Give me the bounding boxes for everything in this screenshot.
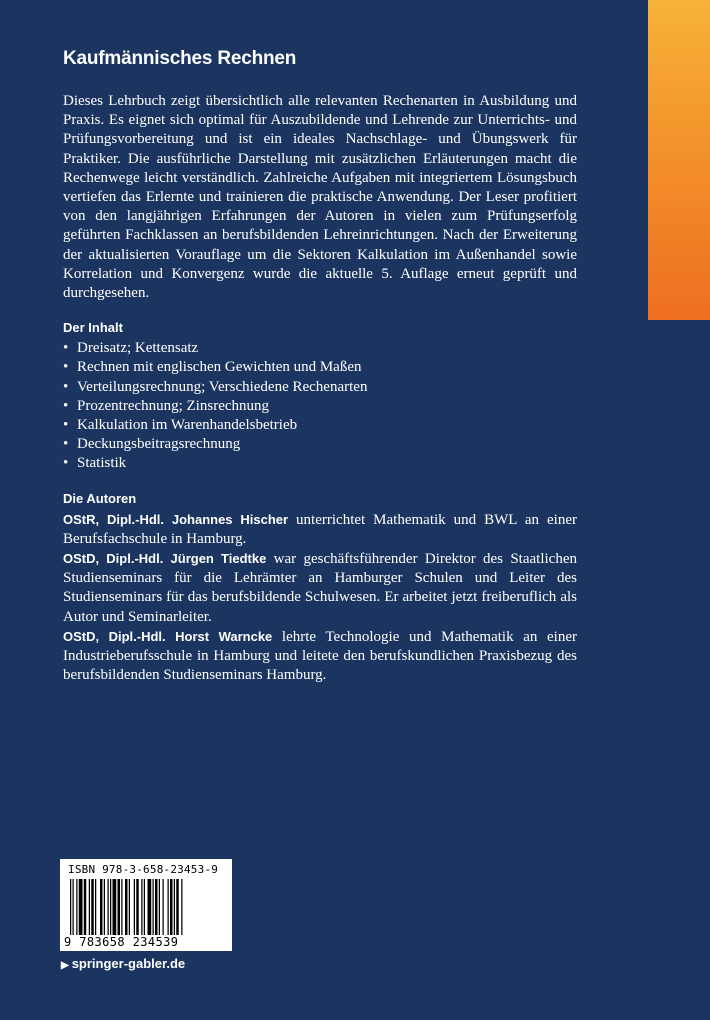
publisher-url: springer-gabler.de [71,956,186,971]
orange-accent-bar [648,0,710,320]
author-entry [63,627,577,686]
contents-item [63,435,577,454]
book-title: Kaufmännisches Rechnen [63,48,297,69]
contents-item [63,397,577,416]
isbn-label: ISBN 978-3-658-23453-9 [68,863,219,876]
contents-list [63,339,577,473]
contents-item [63,454,577,473]
contents-item-label: Statistik [77,455,127,472]
author-bio: war geschäftsführender Direktor des Staatlichen Studienseminars für die Lehrämter an Hamburger Schulen und Leiter des Studienseminars für das berufsbildende Schulwesen. Er arbeitet jetzt freiberuflich als Autor und Seminarleiter. [63,551,577,625]
bullet-icon: • [63,340,69,357]
contents-item-label: Prozentrechnung; Zinsrechnung [77,397,270,414]
contents-item-label: Deckungsbeitragsrechnung [77,436,241,453]
author-entry [63,510,577,549]
authors-heading: Die Autoren [63,490,137,506]
bullet-icon: • [63,359,69,376]
contents-item-label: Verteilungsrechnung; Verschiedene Rechenarten [77,378,368,395]
contents-item-label: Dreisatz; Kettensatz [77,340,199,357]
bullet-icon: • [63,455,69,472]
contents-item [63,378,577,397]
book-description: Dieses Lehrbuch zeigt übersichtlich alle relevanten Rechenarten in Ausbildung und Praxis. Es eignet sich optimal für Auszubildende und Lehrende zur Unterrichts- und Prüfungsvorbereitung und ist ein ideales Nachschlage- und Übungswerk für Praktiker. Die ausführliche Darstellung mit zusätzlichen Erläuterungen macht die Rechenwege leicht verständlich. Zahlreiche Aufgaben mit integriertem Lösungsbuch vertiefen das Erlernte und trainieren die praktische Anwendung. Der Leser profitiert von den langjährigen Erfahrungen der Autoren in vielen zum Prüfungserfolg geführten Fachklassen an berufsbildenden Lehreinrichtungen. Nach der Erweiterung der aktualisierten Vorauflage um die Sektoren Kalkulation im Außenhandel sowie Korrelation und Konvergenz wurde die aktuelle 5. Auflage erneut geprüft und durchgesehen. [63,93,577,302]
barcode-digits: 9 783658 234539 [64,935,179,949]
author-name: OStD, Dipl.-Hdl. Jürgen Tiedtke [63,551,267,567]
contents-item [63,416,577,435]
authors-section [63,510,577,686]
author-name: OStR, Dipl.-Hdl. Johannes Hischer [63,511,289,527]
bullet-icon: • [63,436,69,453]
contents-item-label: Kalkulation im Warenhandelsbetrieb [77,417,298,434]
arrow-icon: ▶ [61,960,69,971]
back-cover-content [63,48,577,685]
publisher-link[interactable] [61,956,185,971]
contents-heading: Der Inhalt [63,320,123,336]
barcode-bars [70,879,222,935]
author-entry [63,549,577,627]
author-bio: unterrichtet Mathematik und BWL an einer Berufsfachschule in Hamburg. [63,511,577,547]
bullet-icon: • [63,397,69,414]
contents-item [63,339,577,358]
bullet-icon: • [63,417,69,434]
isbn-barcode [60,859,232,951]
bullet-icon: • [63,378,69,395]
author-name: OStD, Dipl.-Hdl. Horst Warncke [63,628,273,644]
author-bio: lehrte Technologie und Mathematik an einer Industrieberufsschule in Hamburg und leitete den berufskundlichen Praxisbezug des berufsbildenden Studienseminars Hamburg. [63,628,577,684]
contents-item [63,358,577,377]
contents-item-label: Rechnen mit englischen Gewichten und Maßen [77,359,362,376]
